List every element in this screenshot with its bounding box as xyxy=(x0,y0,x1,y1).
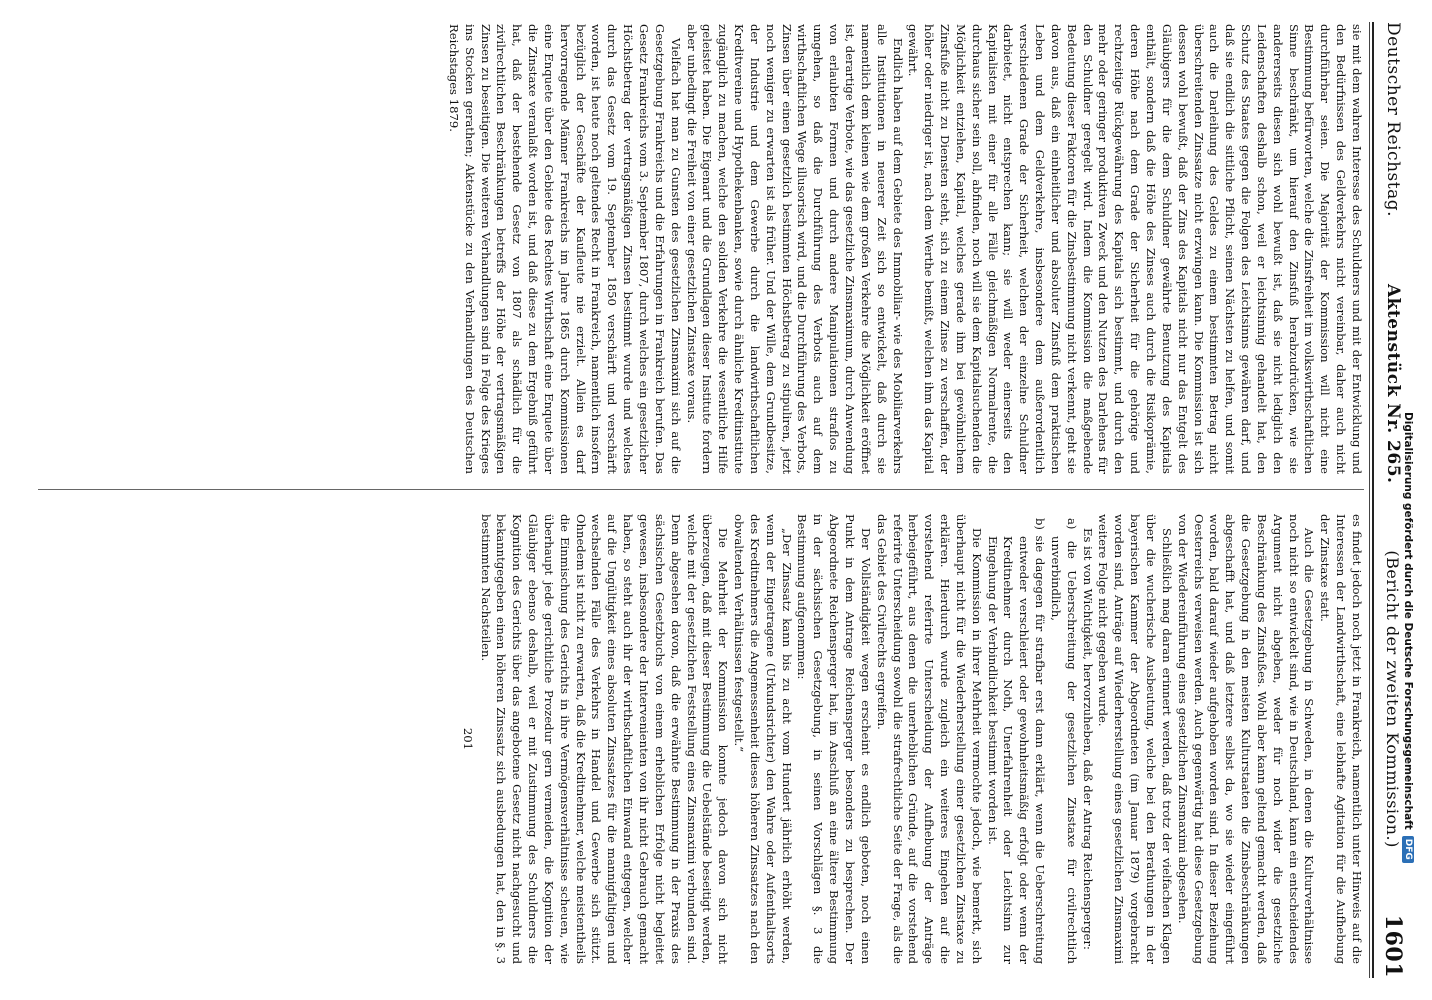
header-left: Deutscher Reichstag. xyxy=(1383,22,1403,217)
right-paragraph-1: es findet jedoch noch jetzt in Frankreich, namentlich unter Hinweis auf die Interessen der Landwirthschaft, eine lebhafte Agitation für die Aufhebung der Zinstaxe statt. xyxy=(1318,514,1364,964)
dfg-logo: DFG xyxy=(1402,836,1414,863)
right-paragraph-7: Die Mehrheit der Kommission konnte jedoch davon sich nicht überzeugen, daß mit dieser Bestimmung die Uebelstände beseitigt werden, welche mit der gesetzlichen Feststellung eines Zinsmaximi verbunden sind. Denn abgesehen davon, daß die erwähnte Bestimmung in der Praxis des sächsischen Gesetzbuchs von einem erheblichen Erfolge nicht begleitet gewesen, insbesondere der Intervenienten von ihr nicht Gebrauch gemacht haben, so steht auch ihr der wirthschaftlichen Einwand entgegen, welcher auf die Ungültigkeit eines absoluten Zinssatzes für die mannigfaltigen und wechselnden Fälle des Verkehrs in Handel und Gewerbe sich stützt. Ohnedem ist nicht zu erwarten, daß die Kreditnehmer, welche meistentheils die Einmischung des Gerichts in ihre Vermögensverhältnisse scheuen, wie überhaupt jede gerichtliche Prozedur gern vermeiden, die Kognition der Gläubiger ebenso deshalb, weil er mit Zustimmung des Schuldners die Kognition des Gerichts über das angebotene Gesetz nicht nachgesucht und bekanntgegeben einen höheren Zinssatz sich ausbedungen hat, den in §. 3 bestimmten Nachsteilen. xyxy=(478,514,731,964)
right-paragraph-5: Die Kommission in ihrer Mehrheit vermochte jedoch, wie bemerkt, sich überhaupt nicht für die Wiederherstellung einer gesetzlichen Zinstaxe zu erklären. Hierdurch wurde zugleich ein weiteres Eingehen auf die vorstehend referirte Unterscheidung der Aufhebung der Anträge herbeigeführt, aus denen die unerheblichen Gründe, auf die vorstehend referirte Unterscheidung sowohl die strafrechtliche Seite der Frage, als die das Gebiet des Civilrechts ergreifen. xyxy=(874,514,984,964)
header-title: (Bericht der zweiten Kommission.) xyxy=(1383,550,1403,848)
dfg-notice-text: Digitalisierung gefördert durch die Deutsche Forschungsgemeinschaft xyxy=(1402,412,1414,830)
dfg-notice xyxy=(1400,20,1416,1000)
right-column xyxy=(32,514,1364,964)
list-item-a: a) die Ueberschreitung der gesetzlichen Zinstaxe für civilrechtlich unverbindlich, xyxy=(1048,518,1079,964)
left-paragraph-2: Endlich haben auf dem Gebiete des Immobiliar- wie des Mobiliarverkehrs alle Institutionen in neuerer Zeit sich so entwickelt, daß durch sie namentlich dem kleinen wie dem großen Verkehre die Möglichkeit eröffnet ist, derartige Verbote, wie das gesetzliche Zinsmaximum, durch Anwendung von erlaubten Formen und durch andere Manipulationen straflos zu umgehen, so daß die Durchführung des Verbots auch auf dem wirthschaftlichen Wege illusorisch wird, und die Durchführung des Verbots, Zinsen über einen gesetzlich bestimmten Höchstbetrag zu stipuliren, jetzt noch weniger zu erwarten ist als früher. Und der Wille, dem Grundbesitze, der Industrie und dem Gewerbe durch die landwirthschaftlichen Kreditvereine und Hypothekenbanken, sowie durch ähnliche Kreditinstitute zugänglich zu machen, welche den soliden Verkehre die wesentliche Hilfe geleistet haben. Die Eigenart und die Grundlagen dieser Institute fordern aber unbedingt die Freiheit von einer gesetzlichen Zinstaxe voraus. xyxy=(684,24,905,474)
left-column xyxy=(32,24,1364,474)
right-paragraph-4: Es ist von Wichtigkeit, hervorzuheben, daß der Antrag Reichensperger: xyxy=(1080,528,1095,950)
header-rule-thin xyxy=(1369,22,1370,978)
page-number: 1601 xyxy=(1380,914,1406,978)
right-paragraph-3: Schließlich mag daran erinnert werden, daß trotz der vielfachen Klagen über die wucherische Ausbeutung, welche bei den Berathungen in der bayerischen Kammer der Abgeordneten (im Januar 1879) vorgebracht worden sind, Anträge auf Wiederherstellung eines gesetzlichen Zinsmaximi weitere Folge nicht gegeben wurde. xyxy=(1096,514,1174,964)
quoted-provision: „Der Zinssatz kann bis zu acht vom Hundert jährlich erhöht werden, wenn der Eingetragene (Urkundsrichter) den Wahre oder Aufenthaltsorts des Kreditnehmers die Angemessenheit dieses höheren Zinssatzes nach den obwaltenden Verhältnissen festgestellt.“ xyxy=(732,514,794,964)
list-item-b: b) sie dagegen für strafbar erst dann erklärt, wenn die Ueberschreitung entweder verschleiert oder gewohnheitsmäßig erfolgt oder wenn der Kreditnehmer durch Noth, Unerfahrenheit oder Leichtsinn zur Eingehung der Verbindlichkeit bestimmt worden ist. xyxy=(985,518,1048,964)
left-paragraph-1: sie mit dem wahren Interesse des Schuldners und mit der Entwicklung und den Bedürfnissen des Geldverkehrs nicht vereinbar, daher auch nicht durchführbar seien. Die Majorität der Kommission will nicht eine Bestimmung befürworten, welche die Zinsfreiheit im volkswirthschaftlichen Sinne beschränkt, um hierauf den Zinsfuß herabzudrücken, wie sie andererseits diesen sich wohl bewußt ist, daß sie nicht lediglich den Leidenschaften deshalb schon, weil er leichtsinnig gehandelt hat, den Schutz des Staates gegen die Folgen des Leichtsinns gewähren darf, und daß sie endlich die sittliche Pflicht, seinen Nächsten zu helfen, und somit auch die Darleihung des Geldes zu einem bestimmten Betrag nicht überschreitenden Zinssatze nicht erzwingen kann. Die Kommission ist sich dessen wohl bewußt, daß der Zins des Kapitals nicht nur das Entgelt des Gläubigers für die dem Schuldner gewährte Benutzung des Kapitals enthält, sondern daß die Höhe des Zinses auch durch die Risikoprämie, deren Höhe nach dem Grade der Sicherheit für die gehörige und rechtzeitige Rückgewährung des Kapitals sich bestimmt, und durch den mehr oder geringer produktiven Zweck und den Nutzen des Darlehens für den Schuldner geregelt wird. Indem die Kommission die maßgebende Bedeutung dieser Faktoren für die Zinsbestimmung nicht verkennt, geht sie davon aus, daß ein einheitlicher und absoluter Zinsfuß dem praktischen Leben und dem Geldverkehre, insbesondere dem außerordentlich verschiedenen Grade der Sicherheit, welchen der einzelne Schuldner darbietet, nicht entsprechen kann; sie will weder einerseits den Kapitalisten mit einer für alle Fälle gleichmäßigen Normalrente, die durchaus sicher sein soll, abfinden, noch will sie dem Kapitalsuchenden die Möglichkeit entziehen, Kapital, welches gerade ihm bei gewöhnlichem Zinsfuße nicht zu Diensten steht, sich zu einem Zinse zu verschaffen, der höher oder niedriger ist, nach dem Werthe bemißt, welchen ihm das Kapital gewährt. xyxy=(906,24,1364,474)
right-paragraph-6: Der Vollständigkeit wegen erscheint es endlich geboten, noch einen Punkt in dem Antrage Reichensperger besonders zu besprechen. Der Abgeordnete Reichensperger hat, im Anschluß an eine ältere Bestimmung in der sächsischen Gesetzgebung, in seinen Vorschlägen §. 3 die Bestimmung aufgenommen: xyxy=(795,514,873,964)
left-paragraph-3: Vielfach hat man zu Gunsten des gesetzlichen Zinsmaximi sich auf die Gesetzgebung Frankreichs und die Erfahrungen in Frankreich berufen. Das Gesetz Frankreichs vom 3. September 1807, durch welches ein gesetzlicher Höchstbetrag der vertragsmäßigen Zinsen bestimmt wurde und welches durch das Gesetz vom 19. September 1850 verschärft und verschärft worden, ist heute noch geltendes Recht in Frankreich, namentlich insofern bezüglich der Geschäfte der Kaufleute nie erzielt. Allein es darf hervorragende Männer Frankreichs im Jahre 1865 durch Kommissionen eine Enquete über den Gebiete des Rechtes Wirthschaft eine Enquete über die Zinstaxe veranlaßt worden ist, und daß diese zu dem Ergebniß geführt hat, daß der bestehende Gesetz von 1807 als schädlich für die zivilrechtlichen Beschränkungen betreffs der Höhe der vertragsmäßigen Zinsen zu beseitigen. Die weiteren Verhandlungen sind in Folge des Krieges ins Stocken gerathen; Aktenstücke zu den Verhandlungen des Deutschen Reichstages 1879. xyxy=(446,24,683,474)
signature-number: 201 xyxy=(460,727,475,751)
column-divider xyxy=(38,489,1364,490)
document-page xyxy=(28,8,1416,992)
header-aktenstueck: Aktenstück Nr. 265. xyxy=(1383,283,1403,484)
right-paragraph-2: Auch die Gesetzgebung in Schweden, in denen die Kulturverhältnisse noch nicht so entwickelt sind, wie in Deutschland, kann ein entscheidendes Argument nicht abgeben, weder für noch wider die gesetzliche Beschränkung des Zinsfußes. Wohl aber kann geltend gemacht werden, daß die Gesetzgebung in den meisten Kulturstaaten die Zinsbeschränkungen abgeschafft hat, und daß letztere selbst da, wo sie wieder eingeführt worden, bald darauf wieder aufgehoben worden sind. In dieser Beziehung Oesterreichs verweisen werden. Auch gegenwärtig hat diese Gesetzgebung von der Wiedereinführung eines gesetzlichen Zinsmaximi abgesehen. xyxy=(1175,514,1317,964)
header-rule xyxy=(1372,22,1374,978)
